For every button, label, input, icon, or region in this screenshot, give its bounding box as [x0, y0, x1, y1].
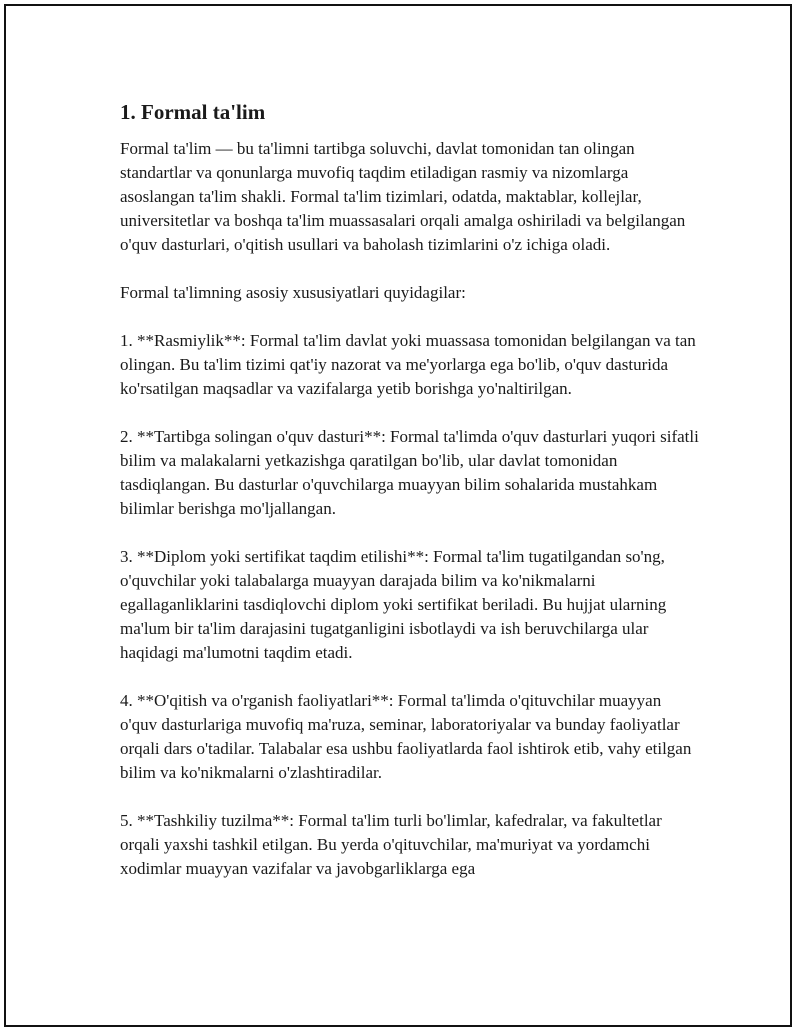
intro-paragraph: Formal ta'lim — bu ta'limni tartibga soluvchi, davlat tomonidan tan olingan standartlar va qonunlarga muvofiq taqdim etiladigan rasmiy va nizomlarga asoslangan ta'lim shakli. Formal ta'lim tizimlari, odatda, maktablar, kollejlar, universitetlar va boshqa ta'lim muassasalari orqali amalga oshiriladi va belgilangan o'quv dasturlari, o'qitish usullari va baholash tizimlarini o'z ichiga oladi.: [120, 139, 686, 254]
feature-item-5: 5. **Tashkiliy tuzilma**: Formal ta'lim turli bo'limlar, kafedralar, va fakultetlar orqali yaxshi tashkil etilgan. Bu yerda o'qituvchilar, ma'muriyat va yordamchi xodimlar muayyan vazifalar va javobgarliklarga ega: [120, 811, 662, 878]
feature-item-3: 3. **Diplom yoki sertifikat taqdim etilishi**: Formal ta'lim tugatilgandan so'ng, o'quvchilar yoki talabalarga muayyan darajada bilim va ko'nikmalarni egallaganliklarini tasdiqlovchi diplom yoki sertifikat beriladi. Bu hujjat ularning ma'lum bir ta'lim darajasini tugatganligini isbotlaydi va ish beruvchilarga ular haqidagi ma'lumotni taqdim etadi.: [120, 547, 667, 662]
page-frame: [4, 4, 792, 1027]
feature-item-1: 1. **Rasmiylik**: Formal ta'lim davlat yoki muassasa tomonidan belgilangan va tan olingan. Bu ta'lim tizimi qat'iy nazorat va me'yorlarga ega bo'lib, o'quv dasturida ko'rsatilgan maqsadlar va vazifalarga yetib borishga yo'naltirilgan.: [120, 331, 696, 398]
document-body: [120, 98, 700, 905]
features-intro: Formal ta'limning asosiy xususiyatlari quyidagilar:: [120, 283, 466, 302]
feature-item-4: 4. **O'qitish va o'rganish faoliyatlari**: Formal ta'limda o'qituvchilar muayyan o'quv dasturlariga muvofiq ma'ruza, seminar, laboratoriyalar va bunday faoliyatlar orqali dars o'tadilar. Talabalar esa ushbu faoliyatlarda faol ishtirok etib, vahy etilgan bilim va ko'nikmalarni o'zlashtiradilar.: [120, 691, 692, 782]
feature-item-2: 2. **Tartibga solingan o'quv dasturi**: Formal ta'limda o'quv dasturlari yuqori sifatli bilim va malakalarni yetkazishga qaratilgan bo'lib, ular davlat tomonidan tasdiqlangan. Bu dasturlar o'quvchilarga muayyan bilim sohalarida mustahkam bilimlar berishga mo'ljallangan.: [120, 427, 699, 518]
section-heading: 1. Formal ta'lim: [120, 100, 266, 124]
